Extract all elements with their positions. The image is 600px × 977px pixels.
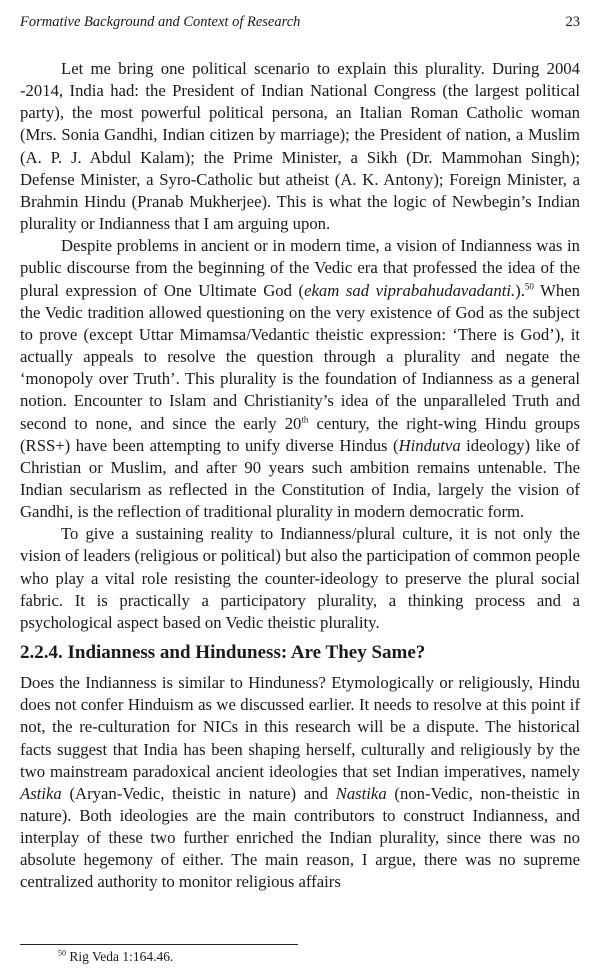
- nastika-term: Nastika: [335, 783, 387, 803]
- footnote-divider: [20, 944, 298, 945]
- paragraph-indianness-hinduness: Does the Indianness is similar to Hinduness? Etymologically or religiously, Hindu does not confer Hinduism as we discussed earlier. It needs to resolve at this point if not, the re-culturation for NICs in this research will be a dispute. The historical facts suggest that India has been shaping herself, culturally and religiously by the two mainstream paradoxical ancient ideologies that set Indian imperatives, namely Astika (Aryan-Vedic, theistic in nature) and Nastika (non-Vedic, non-theistic in nature). Both ideologies are the main contributors to construct Indianness, and interplay of these two further enriched the Indian plurality, since there was no absolute hegemony of either. The main reason, I argue, there was no supreme centralized authority to monitor religious affairs: [20, 673, 580, 892]
- paragraph-vedic-vision: Despite problems in ancient or in modern time, a vision of Indianness was in public discourse from the beginning of the Vedic era that professed the idea of the plural expression of One Ultimate God (ekam sad viprabahudavadanti.).$^{50}$ When the Vedic tradition allowed questioning on the very existence of God as the subject to prove (except Uttar Mimamsa/Vedantic theistic expression: ‘There is God’), it actually appeals to resolve the question through a plurality and negate the ‘monopoly over Truth’. This plurality is the foundation of Indianness as a general notion. Encounter to Islam and Christianity’s idea of the unparalleled Truth and second to none, and since the early 20th century, the right-wing Hindu groups (RSS+) have been attempting to unify diverse Hindus (Hindutva ideology) like of Christian or Muslim, and after 90 years such ambition remains untenable. The Indian secularism as reflected in the Constitution of India, largely the vision of Gandhi, is the reflection of traditional plurality in modern democratic form.: [20, 236, 581, 522]
- footnote-text: Rig Veda 1:164.46.: [66, 949, 174, 964]
- paragraph-participatory-plurality: To give a sustaining reality to Indianness/plural culture, it is not only the vision of leaders (religious or political) but also the participation of common people who play a vital role resisting the counter-ideology to preserve the plural social fabric. It is practically a participatory plurality, a thinking process and a psychological aspect based on Vedic theistic plurality.: [20, 524, 580, 632]
- running-header: [20, 14, 580, 34]
- running-title: Formative Background and Context of Research: [20, 14, 301, 30]
- footnote: [58, 949, 173, 965]
- footnote-reference[interactable]: 50: [524, 281, 534, 291]
- paragraph-political-scenario: Let me bring one political scenario to explain this plurality. During 2004 -2014, India had: the President of Indian National Congress (the largest political party), the most powerful political persona, an Italian Roman Catholic woman (Mrs. Sonia Gandhi, Indian citizen by marriage); the President of nation, a Muslim (A. P. J. Abdul Kalam); the Prime Minister, a Sikh (Dr. Mammohan Singh); Defense Minister, a Syro-Catholic but atheist (A. K. Antony); Foreign Minister, a Brahmin Hindu (Pranab Mukherjee). This is what the logic of Newbegin’s Indian plurality or Indianness that I am arguing upon.: [20, 59, 580, 234]
- section-heading: 2.2.4. Indianness and Hinduness: Are They Same?: [20, 642, 426, 664]
- hindutva-term: Hindutva: [398, 435, 461, 455]
- ordinal-suffix: th: [301, 413, 309, 424]
- footnote-number: 50: [58, 948, 66, 958]
- astika-term: Astika: [20, 783, 62, 803]
- page-number: 23: [565, 14, 580, 30]
- sanskrit-phrase: ekam sad viprabahudavadanti.: [304, 280, 516, 300]
- body-text: [20, 58, 580, 894]
